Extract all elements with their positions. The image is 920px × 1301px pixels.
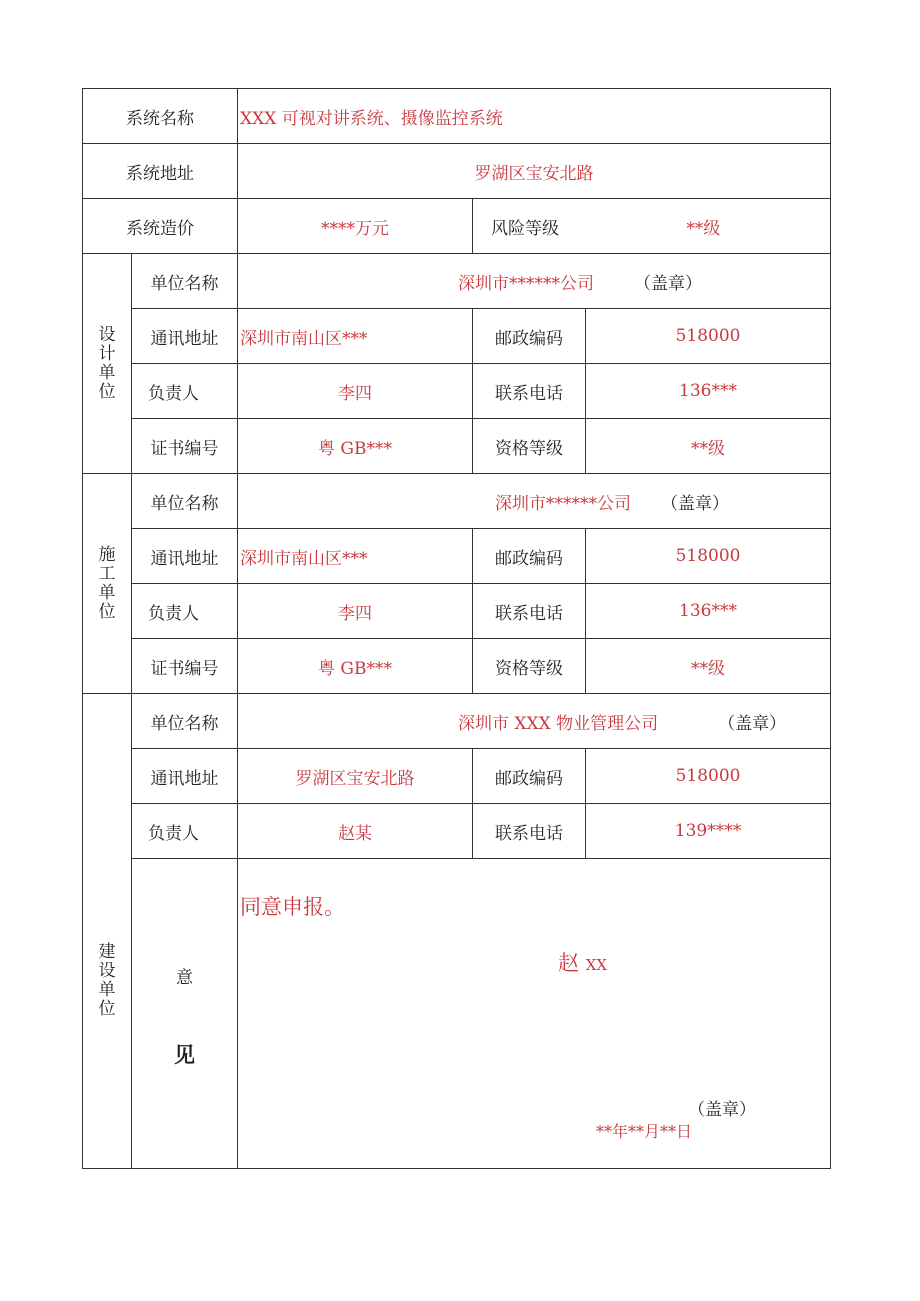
- signature-surname: 赵: [558, 951, 579, 975]
- owner-unit-address-label: 通讯地址: [132, 749, 238, 804]
- owner-unit-group-label: 建 设 单 位: [83, 694, 132, 1169]
- system-cost-label: 系统造价: [83, 199, 238, 254]
- opinion-signature: [558, 947, 607, 977]
- construction-unit-seal: （盖章）: [661, 493, 729, 514]
- construction-unit-group-label: 施 工 单 位: [83, 474, 132, 694]
- owner-unit-phone-label: 联系电话: [473, 804, 586, 859]
- signature-given: XX: [585, 956, 608, 974]
- owner-unit-address-value: 罗湖区宝安北路: [238, 749, 473, 804]
- design-unit-seal: （盖章）: [634, 273, 702, 294]
- owner-unit-seal: （盖章）: [718, 713, 787, 734]
- design-unit-person-label: 负责人: [132, 364, 238, 419]
- owner-unit-postcode-label: 邮政编码: [473, 749, 586, 804]
- construction-unit-cert-row: [83, 639, 831, 694]
- opinion-label-char-2: 见: [174, 1042, 195, 1067]
- system-address-label: 系统地址: [83, 144, 238, 199]
- design-unit-name-cell: [238, 254, 831, 309]
- design-unit-name-value: 深圳市******公司: [458, 273, 594, 294]
- construction-unit-cert-value: 粤 GB***: [238, 639, 473, 694]
- construction-unit-person-value: 李四: [238, 584, 473, 639]
- owner-unit-name-label: 单位名称: [132, 694, 238, 749]
- opinion-content-cell: [238, 859, 831, 1169]
- risk-level-label: 风险等级: [491, 218, 559, 239]
- construction-unit-phone-value: 136***: [586, 584, 831, 639]
- design-unit-cert-value: 粤 GB***: [238, 419, 473, 474]
- design-unit-address-value: 深圳市南山区***: [238, 309, 473, 364]
- construction-unit-qual-label: 资格等级: [473, 639, 586, 694]
- owner-unit-name-cell: [238, 694, 831, 749]
- construction-unit-address-label: 通讯地址: [132, 529, 238, 584]
- design-unit-name-row: [83, 254, 831, 309]
- system-cost-row: [83, 199, 831, 254]
- design-unit-name-label: 单位名称: [132, 254, 238, 309]
- design-unit-qual-value: **级: [586, 419, 831, 474]
- design-unit-phone-label: 联系电话: [473, 364, 586, 419]
- opinion-seal: （盖章）: [688, 1100, 756, 1120]
- risk-level-value: **级: [686, 218, 721, 239]
- construction-unit-name-value: 深圳市******公司: [495, 493, 631, 514]
- system-cost-value: ****万元: [238, 199, 473, 254]
- opinion-text: 同意申报。: [240, 895, 345, 919]
- design-unit-address-label: 通讯地址: [132, 309, 238, 364]
- design-unit-phone-value: 136***: [586, 364, 831, 419]
- owner-unit-person-label: 负责人: [132, 804, 238, 859]
- system-name-label: 系统名称: [83, 89, 238, 144]
- system-address-row: [83, 144, 831, 199]
- construction-unit-name-label: 单位名称: [132, 474, 238, 529]
- owner-unit-phone-value: 139****: [586, 804, 831, 859]
- design-unit-cert-row: [83, 419, 831, 474]
- owner-unit-address-row: [83, 749, 831, 804]
- opinion-label-cell: [132, 859, 238, 1169]
- construction-unit-name-row: [83, 474, 831, 529]
- construction-unit-person-row: [83, 584, 831, 639]
- system-address-value: 罗湖区宝安北路: [238, 144, 831, 199]
- owner-unit-opinion-row: [83, 859, 831, 1169]
- application-form-table: [82, 88, 831, 1169]
- construction-unit-address-row: [83, 529, 831, 584]
- owner-unit-name-row: [83, 694, 831, 749]
- system-name-row: [83, 89, 831, 144]
- owner-unit-person-row: [83, 804, 831, 859]
- design-unit-qual-label: 资格等级: [473, 419, 586, 474]
- design-unit-address-row: [83, 309, 831, 364]
- design-unit-cert-label: 证书编号: [132, 419, 238, 474]
- opinion-date: **年**月**日: [596, 1122, 693, 1141]
- construction-unit-cert-label: 证书编号: [132, 639, 238, 694]
- owner-unit-postcode-value: 518000: [586, 749, 831, 804]
- opinion-label-char-1: 意: [176, 968, 193, 988]
- design-unit-postcode-label: 邮政编码: [473, 309, 586, 364]
- construction-unit-qual-value: **级: [586, 639, 831, 694]
- system-name-value: XXX 可视对讲系统、摄像监控系统: [238, 89, 831, 144]
- design-unit-postcode-value: 518000: [586, 309, 831, 364]
- construction-unit-postcode-value: 518000: [586, 529, 831, 584]
- construction-unit-person-label: 负责人: [132, 584, 238, 639]
- construction-unit-phone-label: 联系电话: [473, 584, 586, 639]
- risk-level-cell: [473, 199, 831, 254]
- owner-unit-person-value: 赵某: [238, 804, 473, 859]
- design-unit-group-label: 设 计 单 位: [83, 254, 132, 474]
- construction-unit-address-value: 深圳市南山区***: [238, 529, 473, 584]
- construction-unit-postcode-label: 邮政编码: [473, 529, 586, 584]
- construction-unit-name-cell: [238, 474, 831, 529]
- owner-unit-name-value: 深圳市 XXX 物业管理公司: [458, 713, 659, 734]
- design-unit-person-value: 李四: [238, 364, 473, 419]
- design-unit-person-row: [83, 364, 831, 419]
